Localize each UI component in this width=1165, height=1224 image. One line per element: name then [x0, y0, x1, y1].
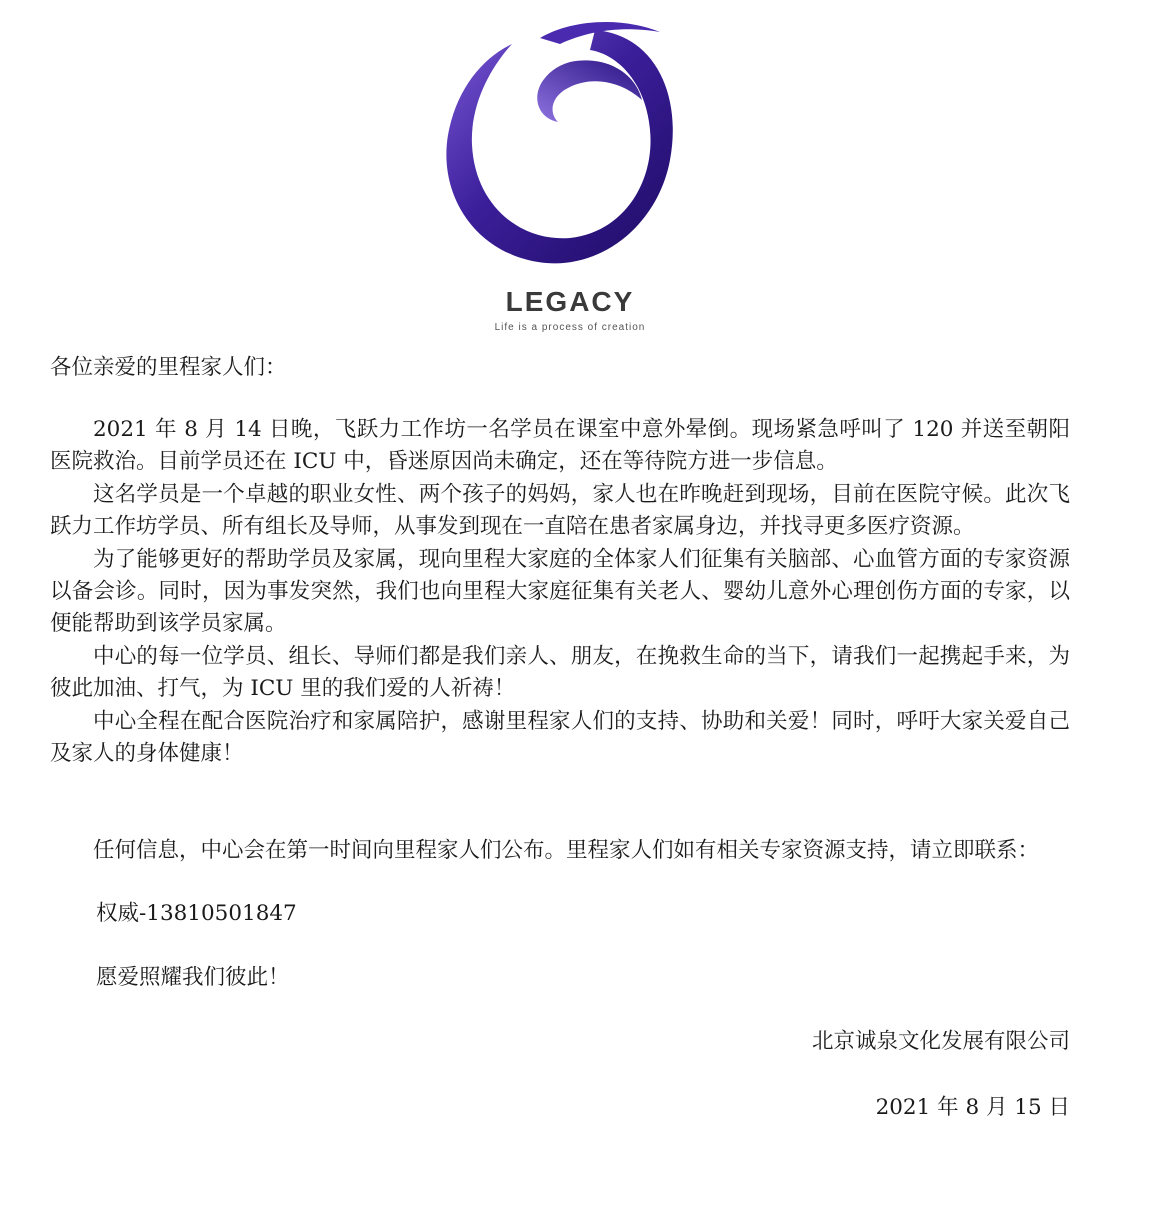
brand-tagline: Life is a process of creation	[494, 322, 646, 333]
closing-line: 愿爱照耀我们彼此！	[96, 965, 290, 990]
signature-company: 北京诚泉文化发展有限公司	[811, 1029, 1070, 1054]
contact-person: 权威-13810501847	[96, 901, 297, 926]
letter-body	[50, 414, 1070, 770]
legacy-logo	[420, 10, 720, 340]
paragraph: 中心的每一位学员、组长、导师们都是我们亲人、朋友，在挽救生命的当下，请我们一起携起手来，为彼此加油、打气，为 ICU 里的我们爱的人祈祷！	[50, 643, 1070, 702]
signature-date: 2021 年 8 月 15 日	[875, 1095, 1070, 1120]
paragraph: 这名学员是一个卓越的职业女性、两个孩子的妈妈，家人也在昨晚赶到现场，目前在医院守候。此次飞跃力工作坊学员、所有组长及导师，从事发到现在一直陪在患者家属身边，并找寻更多医疗资源。	[50, 481, 1070, 540]
paragraph: 中心全程在配合医院治疗和家属陪护，感谢里程家人们的支持、协助和关爱！同时，呼吁大家关爱自己及家人的身体健康！	[50, 708, 1070, 767]
salutation: 各位亲爱的里程家人们：	[50, 355, 287, 380]
swirl-logo-icon	[420, 10, 720, 285]
contact-notice-block	[50, 835, 1070, 867]
contact-notice: 任何信息，中心会在第一时间向里程家人们公布。里程家人们如有相关专家资源支持，请立即联系：	[93, 838, 1040, 863]
paragraph: 为了能够更好的帮助学员及家属，现向里程大家庭的全体家人们征集有关脑部、心血管方面的专家资源以备会诊。同时，因为事发突然，我们也向里程大家庭征集有关老人、婴幼儿意外心理创伤方面的专家，以便能帮助到该学员家属。	[50, 546, 1070, 637]
brand-name: LEGACY	[505, 286, 635, 317]
paragraph: 2021 年 8 月 14 日晚，飞跃力工作坊一名学员在课室中意外晕倒。现场紧急呼叫了 120 并送至朝阳医院救治。目前学员还在 ICU 中，昏迷原因尚未确定，还在等待院方进一步信息。	[50, 417, 1070, 475]
